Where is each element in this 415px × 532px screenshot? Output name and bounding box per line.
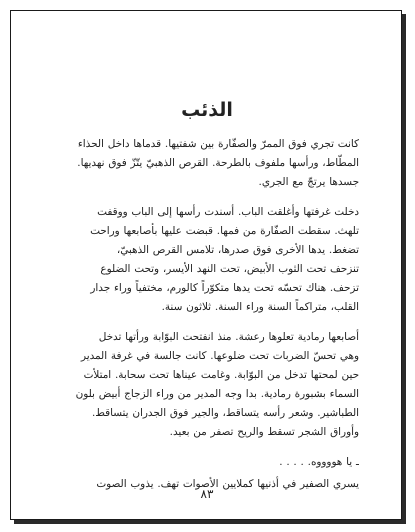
text-line: تلهث. سقطت الصفّارة من فمها. قبضت عليها بأصابعها وراحت [90, 225, 359, 237]
page-number: ٨٣ [200, 487, 214, 501]
text-line: حين لمحتها تدخل من البوّابة. وغامت عيناها تحت سحابة. امتلأت [83, 369, 359, 381]
chapter-title: الذئب [181, 99, 233, 121]
text-line: القلب، متراكماً السنة وراء السنة. ثلاثون سنة. [161, 301, 359, 313]
book-page [55, 99, 359, 507]
text-line: كانت تجري فوق الممرّ والصفّارة بين شفتيها. قدماها داخل الحذاء [77, 138, 359, 150]
text-line: السماء بشبورة رمادية. بدا وجه المدير من وراء الزجاج أبيض بلون [75, 388, 359, 400]
text-line: تنزحف تحت الثوب الأبيض، تحت النهد الأيسر، وتحت الضلوع [100, 263, 359, 275]
paragraph-3 [55, 328, 359, 442]
text-line: جسدها يرتجّ مع الجري. [258, 176, 359, 188]
text-line: الطباشير. وشعر رأسه يتساقط، والجير فوق الجدران يتساقط. [91, 407, 359, 419]
paragraph-2 [55, 203, 359, 317]
text-line: أصابعها رمادية تعلوها رعشة. منذ انفتحت البوّابة ورأتها تدخل [98, 331, 359, 343]
text-line: ـ يا هووووه. . . . . [279, 456, 359, 468]
page-frame [10, 10, 402, 520]
text-line: تضغط. يدها الأخرى فوق صدرها، تلامس القرص الذهبيّ، [116, 244, 359, 256]
text-line: دخلت غرفتها وأغلقت الباب. أسندت رأسها إلى الباب ووقفت [97, 206, 359, 218]
text-line: وهي تحسّ الضربات تحت ضلوعها. كانت جالسة في غرفة المدير [80, 350, 359, 362]
text-line: تزحف. هناك تحسّه تحت يدها متكوّراً كالورم، مختفياً وراء جدار [90, 282, 359, 294]
text-line: وأوراق الشجر تسقط والريح تصفر من بعيد. [169, 426, 359, 438]
text-line: المطّاط، ورأسها ملفوف بالطرحة. القرص الذهبيّ يتّزّ فوق نهديها. [77, 157, 359, 169]
text-line: يسري الصفير في أذنيها كملايين الأصوات تهف. يذوب الصوت [96, 478, 359, 490]
paragraph-1 [55, 135, 359, 192]
paragraph-4 [55, 453, 359, 472]
